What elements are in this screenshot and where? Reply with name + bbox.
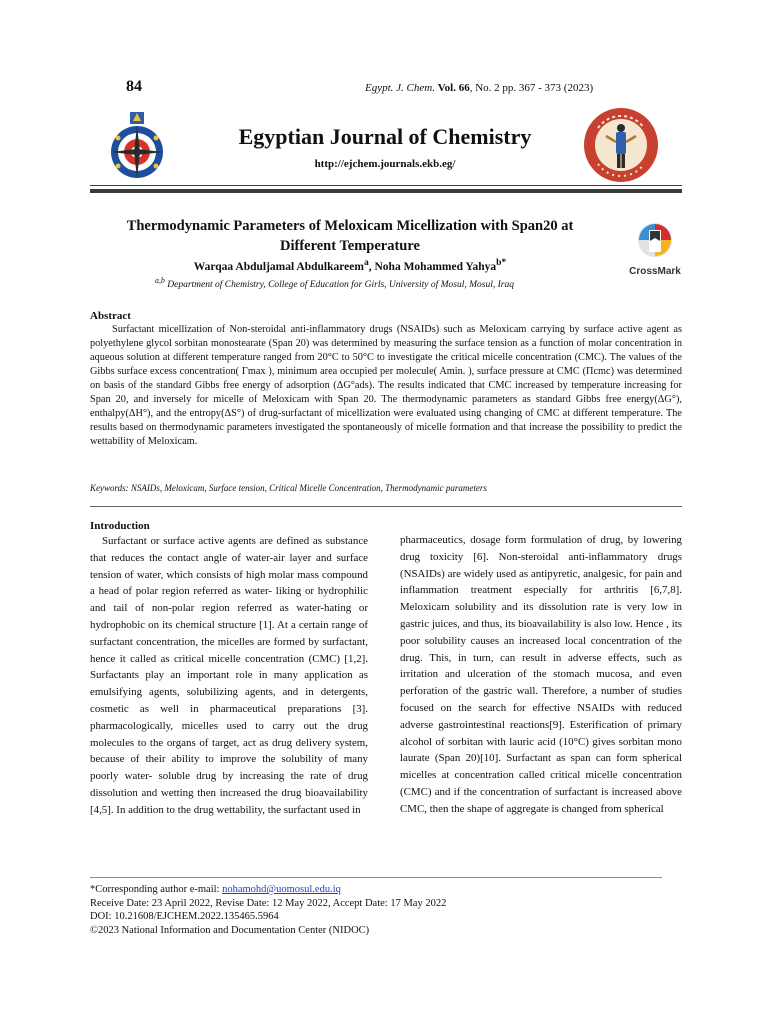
keywords-rule [90, 506, 682, 507]
intro-heading: Introduction [90, 520, 150, 532]
article-doi: DOI: 10.21608/EJCHEM.2022.135465.5964 [90, 911, 279, 923]
crossmark-label: CrossMark [629, 266, 681, 277]
author-separator: , [368, 260, 375, 273]
affiliation [155, 276, 514, 290]
affiliation-text: Department of Chemistry, College of Education for Girls, University of Mosul, Mosul, Iraq [164, 280, 514, 291]
article-title [90, 216, 610, 256]
body-column-right [400, 532, 682, 818]
abstract-heading: Abstract [90, 310, 131, 322]
journal-citation [365, 82, 593, 94]
corresponding-author [90, 883, 446, 897]
author-1-sup: a [363, 257, 369, 268]
crossmark-badge[interactable] [625, 221, 685, 275]
body-left-text: Surfactant or surface active agents are defined as substance that reduces the contact angle of water-air layer and surface tension of water, which consists of high molar mass compound a head of polar region referred as water- liking or hydrophilic and tail of non-polar region referred as water-hating or hydrophobic on its chemical structure [1]. At a certain range of surfactant concentration, the micelles are formed by surfactant, hence it called as critical micelle concentration (CMC) [1,2]. Surfactants play an important role in many application as emulsifying agents, solubilizing agents, and in detergents, cosmetic as well in pharmaceutical preparations [3]. pharmacologically, micelles used to carry out the drug molecules to the organs of target, act as drug delivery system, because of their ability to improve the solubility of many poorly water- soluble drug by increasing the rate of drug dissolution and wetting then increased the drug bioavailability [4,5]. In addition to the drug wettability, the surfactant used in [90, 535, 368, 816]
journal-volume: Vol. 66 [437, 82, 470, 94]
email-prefix: *Corresponding author e-mail: [90, 884, 223, 895]
article-title-line2: Different Temperature [279, 238, 420, 254]
footnote-rule [90, 877, 662, 878]
abstract-body [90, 323, 682, 449]
chemical-society-seal-icon [582, 106, 660, 184]
journal-url[interactable]: http://ejchem.journals.ekb.eg/ [314, 158, 456, 170]
keywords: Keywords: NSAIDs, Meloxicam, Surface tension, Critical Micelle Concentration, Thermodynamic parameters [90, 483, 487, 493]
author-1: Warqaa Abduljamal Abdulkareem [193, 260, 364, 273]
copyright-notice: ©2023 National Information and Documentation Center (NIDOC) [90, 924, 370, 936]
body-column-left [90, 520, 368, 819]
author-list [90, 257, 610, 273]
author-2: Noha Mohammed Yahya [374, 260, 497, 273]
page-number: 84 [126, 78, 142, 95]
email-link[interactable]: nohamohd@uomosul.edu.iq [222, 884, 341, 895]
footnotes [90, 883, 446, 937]
article-title-line1: Thermodynamic Parameters of Meloxicam Micellization with Span20 at [126, 218, 574, 234]
author-2-sup: b* [496, 257, 507, 268]
journal-title: Egyptian Journal of Chemistry [238, 124, 532, 149]
crossmark-icon [635, 221, 675, 259]
header-rule-thin [90, 185, 682, 186]
affiliation-sup: a,b [155, 276, 165, 285]
article-dates: Receive Date: 23 April 2022, Revise Date: 12 May 2022, Accept Date: 17 May 2022 [90, 897, 447, 909]
header-rule-thick [90, 189, 682, 193]
journal-abbrev: Egypt. J. Chem. [365, 82, 435, 94]
journal-issue-pages: , No. 2 pp. 367 - 373 (2023) [469, 82, 594, 94]
abstract-text: Surfactant micellization of Non-steroidal anti-inflammatory drugs (NSAIDs) such as Meloxicam carrying by surface active agent as polyethylene glycol sorbitan monostearate (Span 20) was determined by measuring the surface tension as a function of molar concentration in aqueous solution at different temperature ranged from 20°C to 50°C to investigate the critical micelle concentration (CMC). The values of the Gibbs surface excess concentration( Γmax ), minimum area occupied per molecule( Amin. ), surface pressure at CMC (Πcmc) was determined on basis of the standard Gibbs free energy of adsorption (ΔG°ads). The results indicated that CMC increased by temperature increasing for Span 20, and inversely for micelle of Meloxicam with Span 20. The thermodynamic parameters as standard Gibbs free energy(ΔG°), enthalpy(ΔH°), and the entropy(ΔS°) of drug-surfactant of micellization were evaluated using changing of CMC at different temperature. The results based on thermodynamic parameters investigated the spontaneously of micelle formation and that increase the possibility to predict the wettability of Meloxicam. [90, 324, 682, 447]
body-right-text: pharmaceutics, dosage form formulation of drug, by lowering drug toxicity [6]. Non-steroidal anti-inflammatory drugs (NSAIDs) are widely used as antipyretic, analgesic, for pain and inflammation treatment especially for arthritis [6,7,8]. Meloxicam solubility and its dissolution rate is very low in gastric juices, and thus, its bioavailability is also low. Hence , its poor solubility causes an increased local concentration of the drug. This, in turn, can result in adverse effects, such as irritation and ulceration of the stomach mucosa, and even perforation of the gastric wall. Therefore, a number of studies focused on the search for effective NSAIDs with reduced adverse gastrointestinal reactions[9]. Esterification of primary alcohol of sorbitan with lauric acid (10°C) gives sorbitan mono laurate (Span 20)[10]. Surfactant as span can form spherical micelles at concentration called critical micelle concentration (CMC) and if the concentration of surfactant is increased above CMC, then the shape of aggregate is changed from spherical [400, 534, 682, 815]
